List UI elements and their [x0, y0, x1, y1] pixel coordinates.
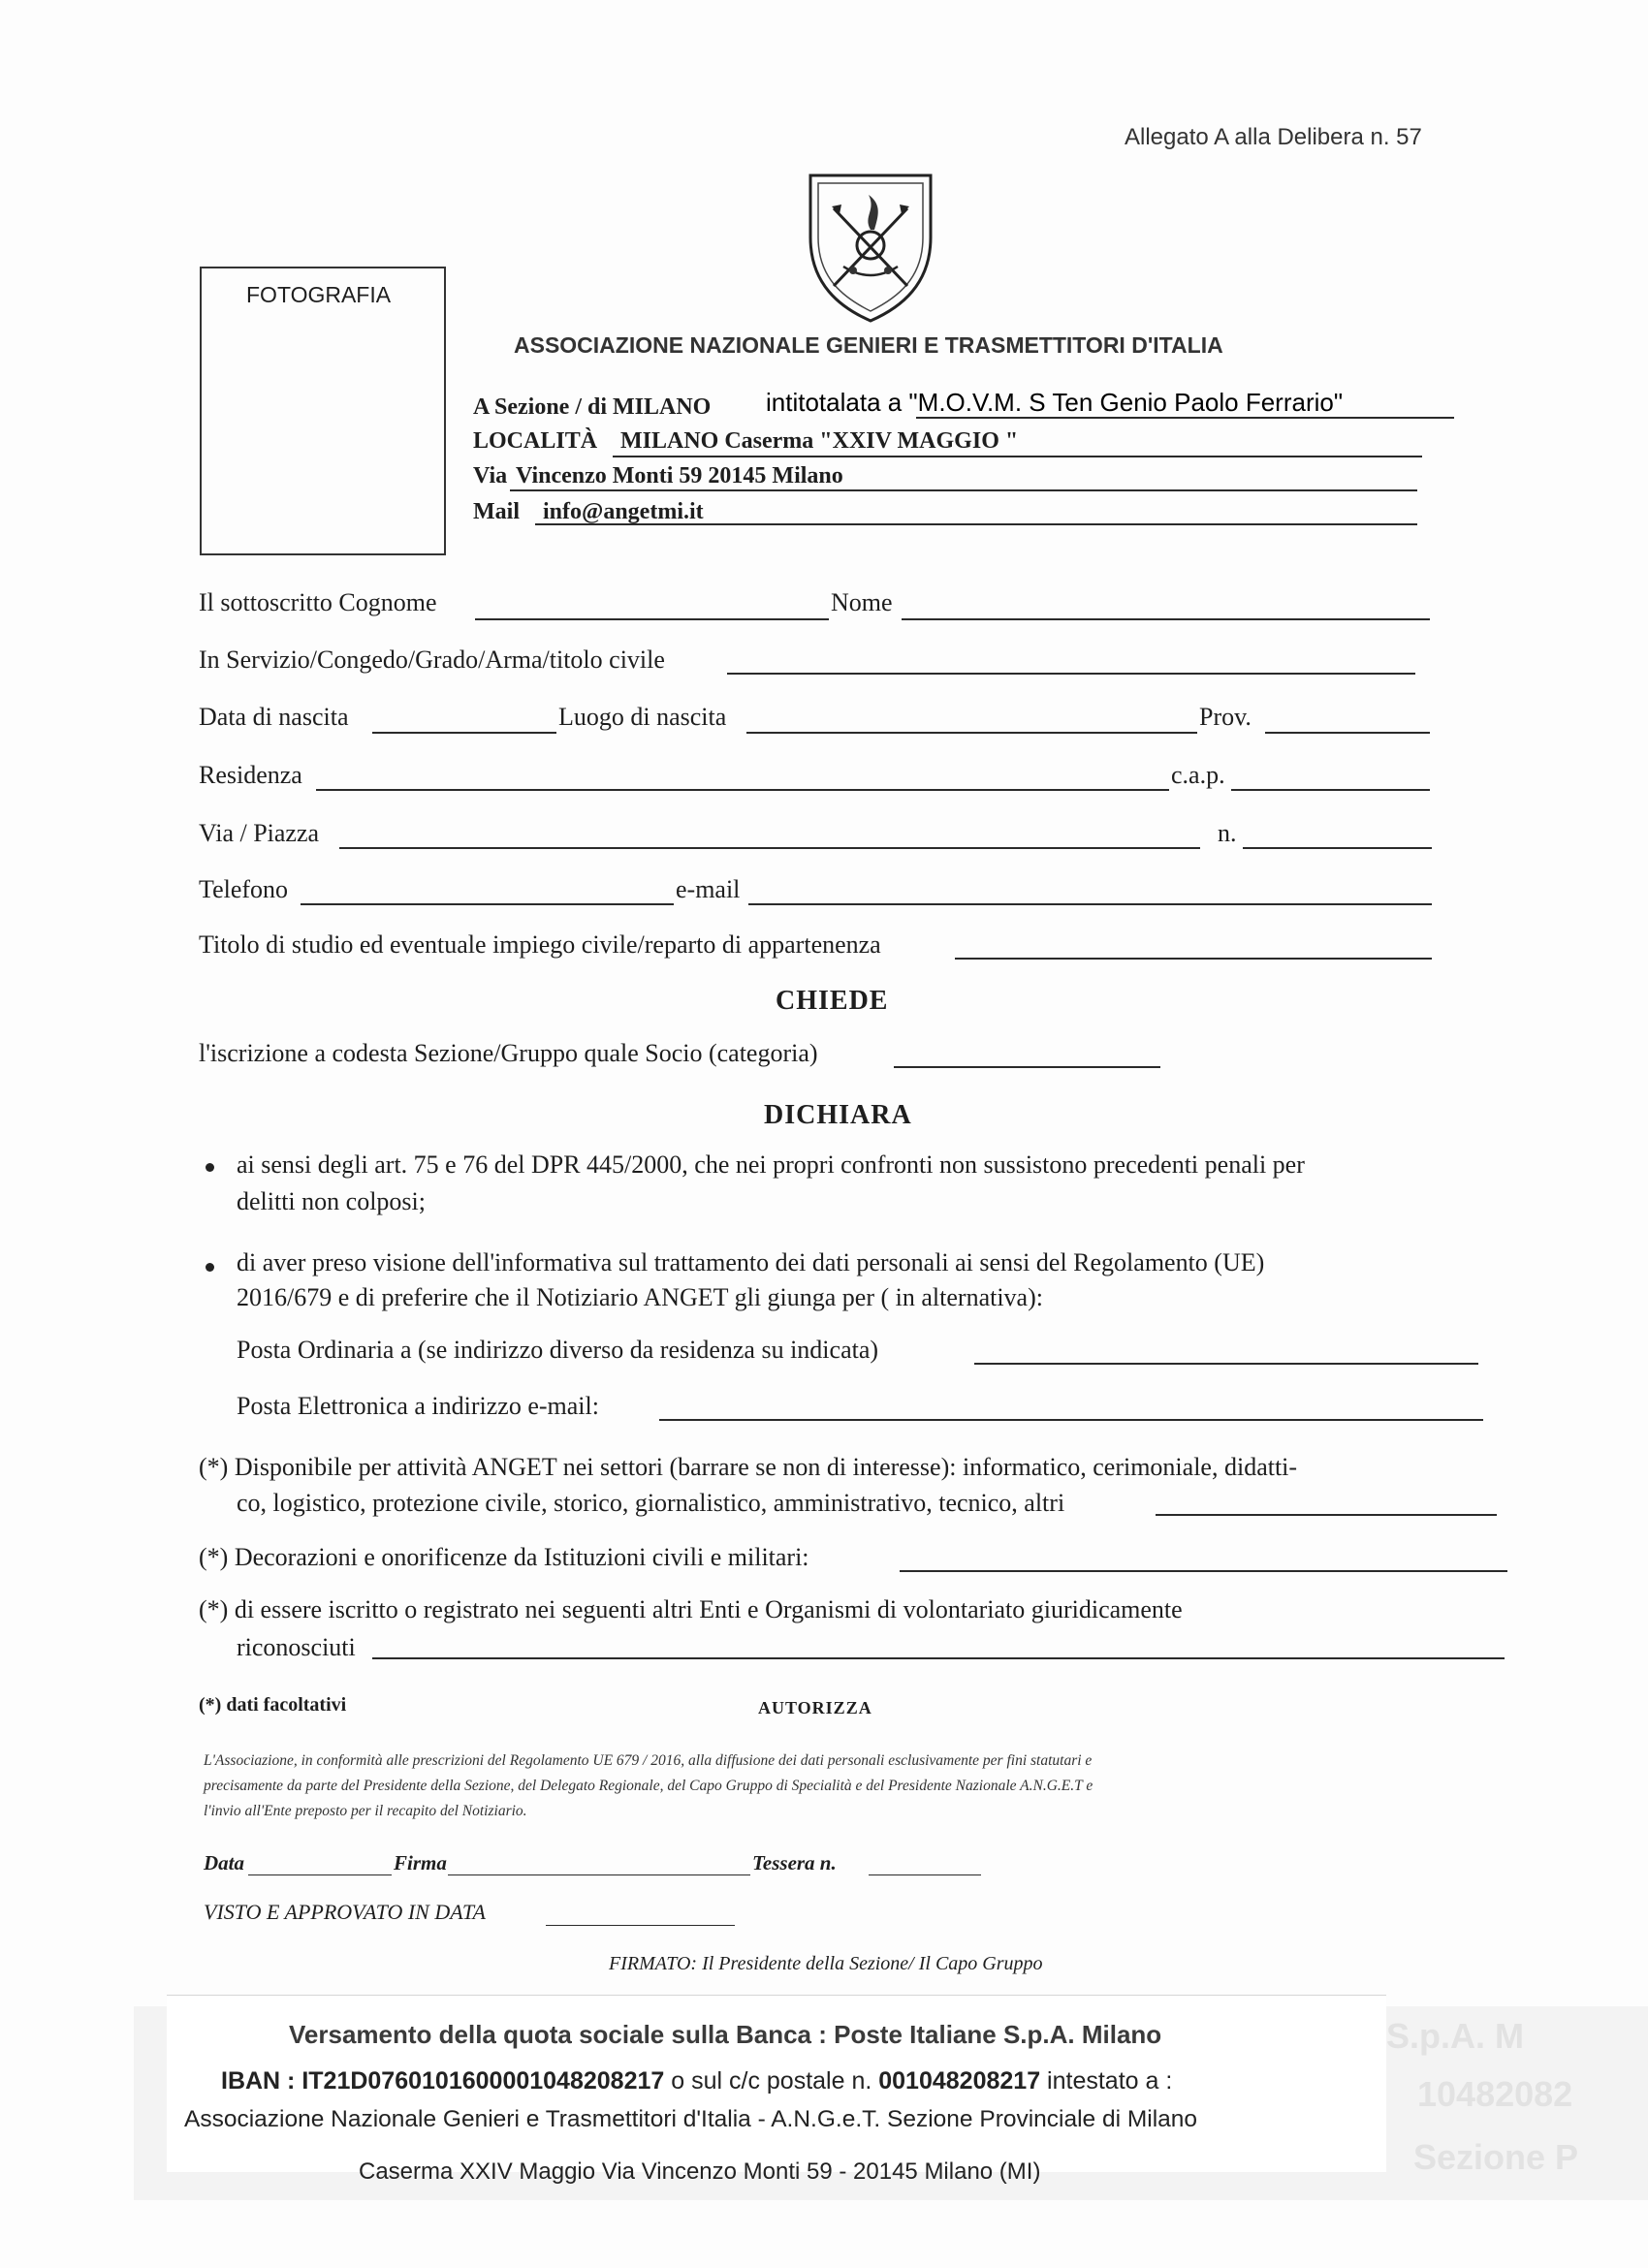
numero-label: n. [1218, 819, 1237, 847]
servizio-line[interactable] [727, 673, 1415, 675]
residenza-label: Residenza [199, 761, 302, 789]
dichiara-bullet-1-line-1: ai sensi degli art. 75 e 76 del DPR 445/2000, che nei propri confronti non sussistono precedenti penali per [237, 1150, 1305, 1179]
anget-emblem [805, 170, 936, 325]
chiede-heading: CHIEDE [776, 986, 889, 1016]
servizio-label: In Servizio/Congedo/Grado/Arma/titolo civile [199, 646, 665, 674]
dichiara-bullet-1-line-2: delitti non colposi; [237, 1187, 426, 1215]
section-line: A Sezione / di MILANO [473, 394, 712, 420]
bank-cc: 001048208217 [878, 2067, 1041, 2095]
bank-line-2 [221, 2067, 1172, 2095]
telefono-line[interactable] [301, 903, 674, 905]
photo-label: FOTOGRAFIA [246, 282, 392, 307]
data-nascita-label: Data di nascita [199, 703, 349, 731]
prov-label: Prov. [1199, 703, 1252, 731]
disponibile-line-1: (*) Disponibile per attività ANGET nei settori (barrare se non di interesse): informatico, cerimoniale, didatti- [199, 1453, 1298, 1481]
bank-iban-mid: o sul c/c postale n. [664, 2067, 879, 2095]
email-label: e-mail [676, 875, 741, 903]
autorizza-heading: AUTORIZZA [758, 1698, 872, 1717]
section-intitolata: intitotalata a "M.O.V.M. S Ten Genio Paolo Ferrario" [766, 388, 1344, 417]
bullet-dot [206, 1163, 214, 1172]
bank-line-3: Associazione Nazionale Genieri e Trasmettitori d'Italia - A.N.G.e.T. Sezione Provinciale di Milano [184, 2106, 1198, 2132]
allegato-reference: Allegato A alla Delibera n. 57 [1125, 124, 1422, 150]
iscritto-line-1: (*) di essere iscritto o registrato nei seguenti altri Enti e Organismi di volontariato giuridicamente [199, 1595, 1183, 1623]
data-label: Data [204, 1851, 244, 1874]
bullet-dot [206, 1263, 214, 1272]
iscrizione-line[interactable] [894, 1066, 1160, 1068]
localita-value: MILANO Caserma "XXIV MAGGIO " [620, 428, 1019, 454]
prov-line[interactable] [1265, 732, 1430, 734]
iscritto-line[interactable] [372, 1657, 1505, 1659]
disponibile-line[interactable] [1156, 1514, 1497, 1516]
cognome-label: Il sottoscritto Cognome [199, 588, 437, 616]
org-name: ASSOCIAZIONE NAZIONALE GENIERI E TRASMETTITORI D'ITALIA [514, 332, 1223, 358]
mail-label: Mail [473, 499, 520, 524]
localita-label: LOCALITÀ [473, 428, 598, 454]
data-line[interactable] [248, 1874, 392, 1875]
ghost-text: Sezione P [1413, 2137, 1579, 2177]
privacy-line-3: l'invio all'Ente preposto per il recapito del Notiziario. [204, 1803, 527, 1819]
via-piazza-label: Via / Piazza [199, 819, 320, 847]
decorazioni-line[interactable] [900, 1570, 1507, 1572]
visto-line[interactable] [546, 1925, 735, 1926]
titolo-studio-label: Titolo di studio ed eventuale impiego civile/reparto di appartenenza [199, 930, 881, 959]
posta-ordinaria-label: Posta Ordinaria a (se indirizzo diverso da residenza su indicata) [237, 1336, 879, 1364]
bank-line-1: Versamento della quota sociale sulla Banca : Poste Italiane S.p.A. Milano [289, 2020, 1162, 2049]
tessera-label: Tessera n. [752, 1851, 837, 1874]
email-line[interactable] [748, 903, 1432, 905]
dichiara-bullet-2-line-1: di aver preso visione dell'informativa sul trattamento dei dati personali ai sensi del Regolamento (UE) [237, 1248, 1265, 1276]
via-piazza-line[interactable] [339, 847, 1200, 849]
nome-label: Nome [831, 588, 893, 616]
bank-line-4: Caserma XXIV Maggio Via Vincenzo Monti 59 - 20145 Milano (MI) [359, 2158, 1041, 2185]
data-nascita-line[interactable] [372, 732, 556, 734]
cognome-line[interactable] [475, 618, 829, 620]
nome-line[interactable] [902, 618, 1430, 620]
titolo-studio-line[interactable] [955, 958, 1432, 960]
ghost-text: 10482082 [1417, 2074, 1573, 2114]
tessera-line[interactable] [869, 1874, 981, 1875]
mail-value: info@angetmi.it [543, 499, 704, 524]
posta-elettronica-label: Posta Elettronica a indirizzo e-mail: [237, 1392, 599, 1420]
firmato-line: FIRMATO: Il Presidente della Sezione/ Il Capo Gruppo [609, 1953, 1043, 1974]
visto-label: VISTO E APPROVATO IN DATA [204, 1900, 486, 1924]
iscrizione-label: l'iscrizione a codesta Sezione/Gruppo quale Socio (categoria) [199, 1039, 818, 1067]
luogo-nascita-label: Luogo di nascita [558, 703, 727, 731]
bank-iban: IBAN : IT21D0760101600001048208217 [221, 2067, 665, 2095]
cap-label: c.a.p. [1171, 761, 1225, 789]
residenza-line[interactable] [316, 789, 1169, 791]
cap-line[interactable] [1231, 789, 1430, 791]
dichiara-heading: DICHIARA [764, 1100, 912, 1130]
bank-info-box [167, 1995, 1386, 2185]
ghost-text: S.p.A. M [1386, 2016, 1524, 2056]
posta-elettronica-line[interactable] [659, 1419, 1483, 1421]
disponibile-line-2: co, logistico, protezione civile, storico, giornalistico, amministrativo, tecnico, altri [237, 1489, 1065, 1517]
privacy-line-2: precisamente da parte del Presidente della Sezione, del Delegato Regionale, del Capo Gruppo di Specialità e del Presidente Nazionale A.N.G.E.T e [204, 1778, 1093, 1794]
luogo-nascita-line[interactable] [746, 732, 1197, 734]
privacy-line-1: L'Associazione, in conformità alle prescrizioni del Regolamento UE 679 / 2016, alla diffusione dei dati personali esclusivamente per fini statutari e [204, 1752, 1093, 1769]
bank-iban-end: intestato a : [1040, 2067, 1173, 2095]
numero-line[interactable] [1243, 847, 1432, 849]
firma-label: Firma [394, 1851, 447, 1874]
via-value: Vincenzo Monti 59 20145 Milano [516, 463, 843, 488]
posta-ordinaria-line[interactable] [974, 1363, 1478, 1365]
decorazioni-label: (*) Decorazioni e onorificenze da Istituzioni civili e militari: [199, 1543, 809, 1571]
dichiara-bullet-2-line-2: 2016/679 e di preferire che il Notiziario ANGET gli giunga per ( in alternativa): [237, 1283, 1043, 1311]
photo-box[interactable] [200, 267, 446, 555]
firma-line[interactable] [448, 1874, 750, 1875]
via-label: Via [473, 463, 508, 488]
telefono-label: Telefono [199, 875, 289, 903]
dati-facoltativi: (*) dati facoltativi [199, 1694, 347, 1716]
iscritto-line-2: riconosciuti [237, 1633, 356, 1661]
